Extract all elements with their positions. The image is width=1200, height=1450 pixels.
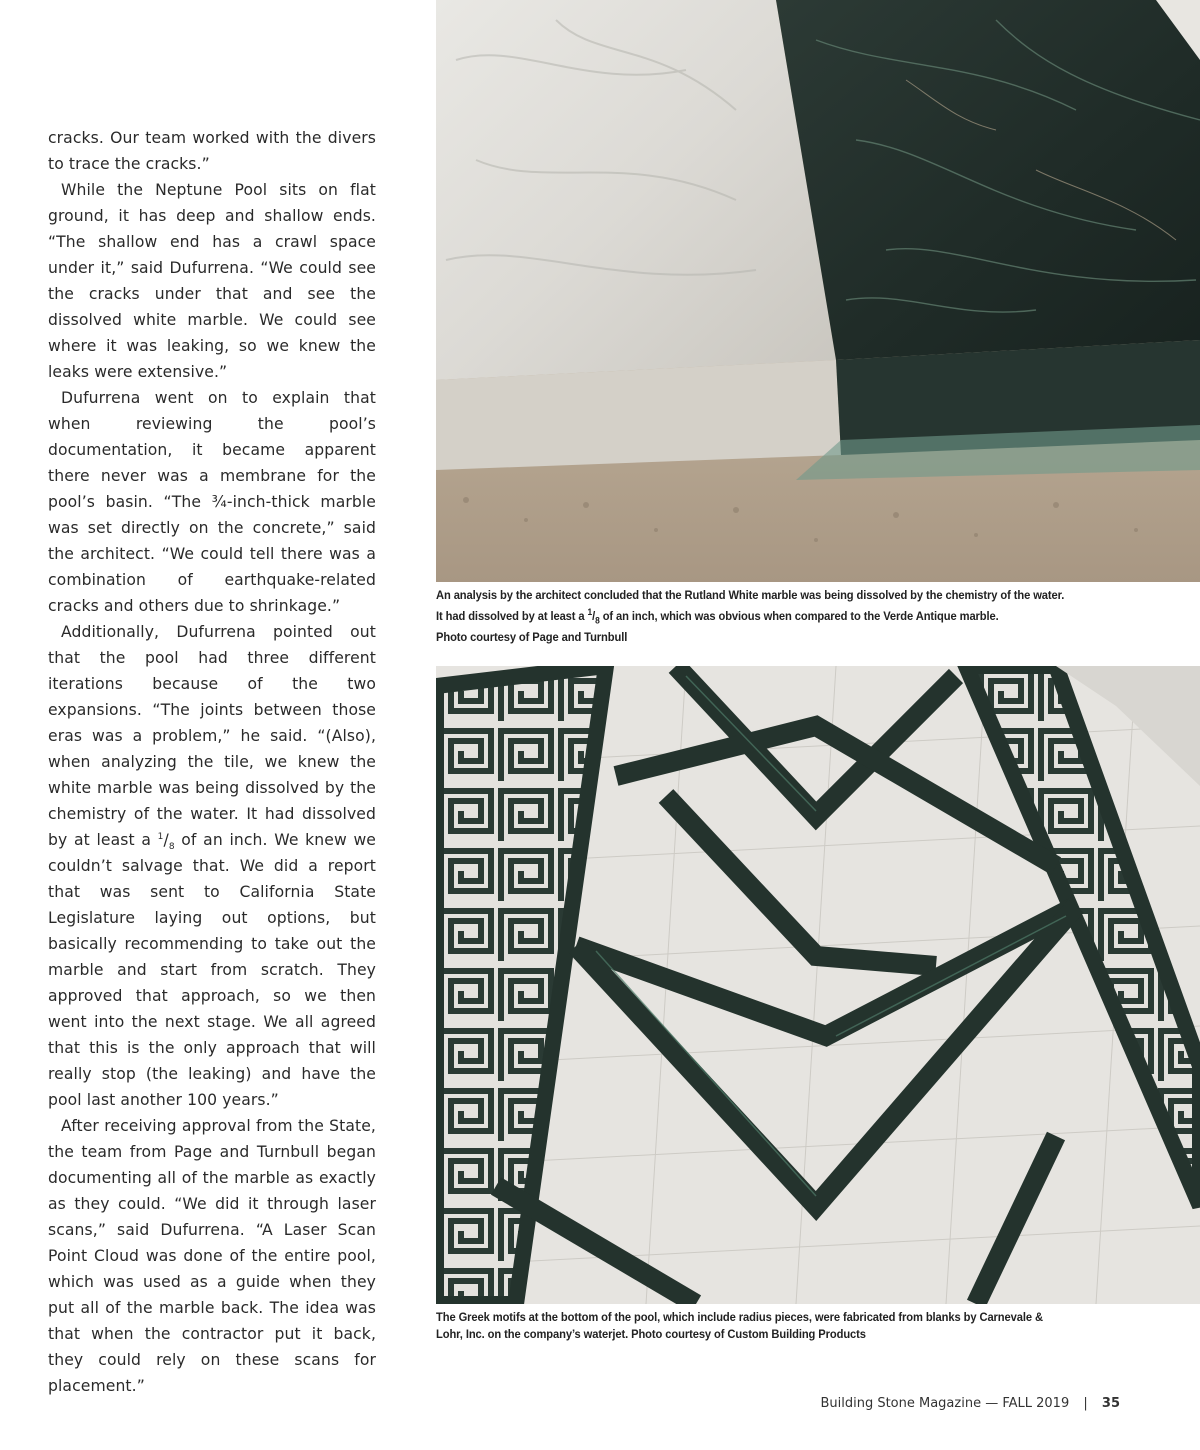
fraction: $^1/_8$: [587, 607, 600, 626]
article-paragraph: Dufurrena went on to explain that when reviewing the pool’s documentation, it became apparent there never was a membrane for the pool’s basin. “The ¾-inch-thick marble was set directly on the concrete,” said the architect. “We could tell there was a combination of earthquake-related cracks and others due to shrinkage.”: [48, 389, 376, 615]
caption-line: The Greek motifs at the bottom of the pool, which include radius pieces, were fabricated from blanks by Carnevale &: [436, 1310, 1043, 1324]
article-paragraph: After receiving approval from the State, the team from Page and Turnbull began documenting all of the marble as exactly as they could. “We did it through laser scans,” said Dufurrena. “A Laser Scan Point Cloud was done of the entire pool, which was used as a guide when they put all of the marble back. The idea was that when the contractor put it back, they could rely on these scans for placement.”: [48, 1117, 376, 1395]
article-paragraph: cracks. Our team worked with the divers to trace the cracks.”: [48, 129, 376, 173]
caption-line: [436, 604, 1087, 629]
caption-line: Photo courtesy of Page and Turnbull: [436, 630, 628, 645]
fraction-numerator: 1: [157, 831, 164, 842]
footer-separator: |: [1083, 1396, 1088, 1411]
fraction-denominator: 8: [168, 842, 175, 853]
article-paragraph: [48, 619, 376, 1113]
publication-name: Building Stone Magazine —: [820, 1396, 999, 1411]
issue-date: FALL 2019: [1002, 1396, 1070, 1411]
caption-text: It had dissolved by at least a: [436, 609, 585, 623]
caption-line: An analysis by the architect concluded that the Rutland White marble was being dissolved by the chemistry of the water.: [436, 588, 1065, 602]
photo-caption-bottom: [436, 1309, 1087, 1343]
photo-caption-top: [436, 587, 1087, 646]
page-footer: [820, 1396, 1120, 1411]
paragraph-text: of an inch. We knew we couldn’t salvage that. We did a report that was sent to California State Legislature laying out options, but basically recommending to take out the marble and start from scratch. They approved that approach, so we then went into the next stage. We all agreed that this is the only approach that will really stop (the leaking) and have the pool last another 100 years.”: [48, 831, 376, 1109]
paragraph-text: Additionally, Dufurrena pointed out that the pool had three different iterations because of the two expansions. “The joints between those eras was a problem,” he said. “(Also), when analyzing the tile, we knew the white marble was being dissolved by the chemistry of the water. It had dissolved by at least a: [48, 623, 376, 849]
fraction: $^1/_8$: [157, 831, 175, 853]
caption-text: of an inch, which was obvious when compared to the Verde Antique marble.: [602, 609, 999, 623]
marble-closeup-photo: [436, 0, 1200, 582]
caption-line: Lohr, Inc. on the company’s waterjet. Photo courtesy of Custom Building Products: [436, 1327, 866, 1341]
greek-motif-floor-photo: [436, 666, 1200, 1304]
fraction-denominator: 8: [595, 615, 600, 626]
article-paragraph: While the Neptune Pool sits on flat ground, it has deep and shallow ends. “The shallow end has a crawl space under it,” said Dufurrena. “We could see the cracks under that and see the dissolved white marble. We could see where it was leaking, so we knew the leaks were extensive.”: [48, 181, 376, 381]
fraction-numerator: 1: [587, 607, 593, 617]
page-number: 35: [1101, 1396, 1120, 1411]
article-body: [48, 125, 376, 1399]
